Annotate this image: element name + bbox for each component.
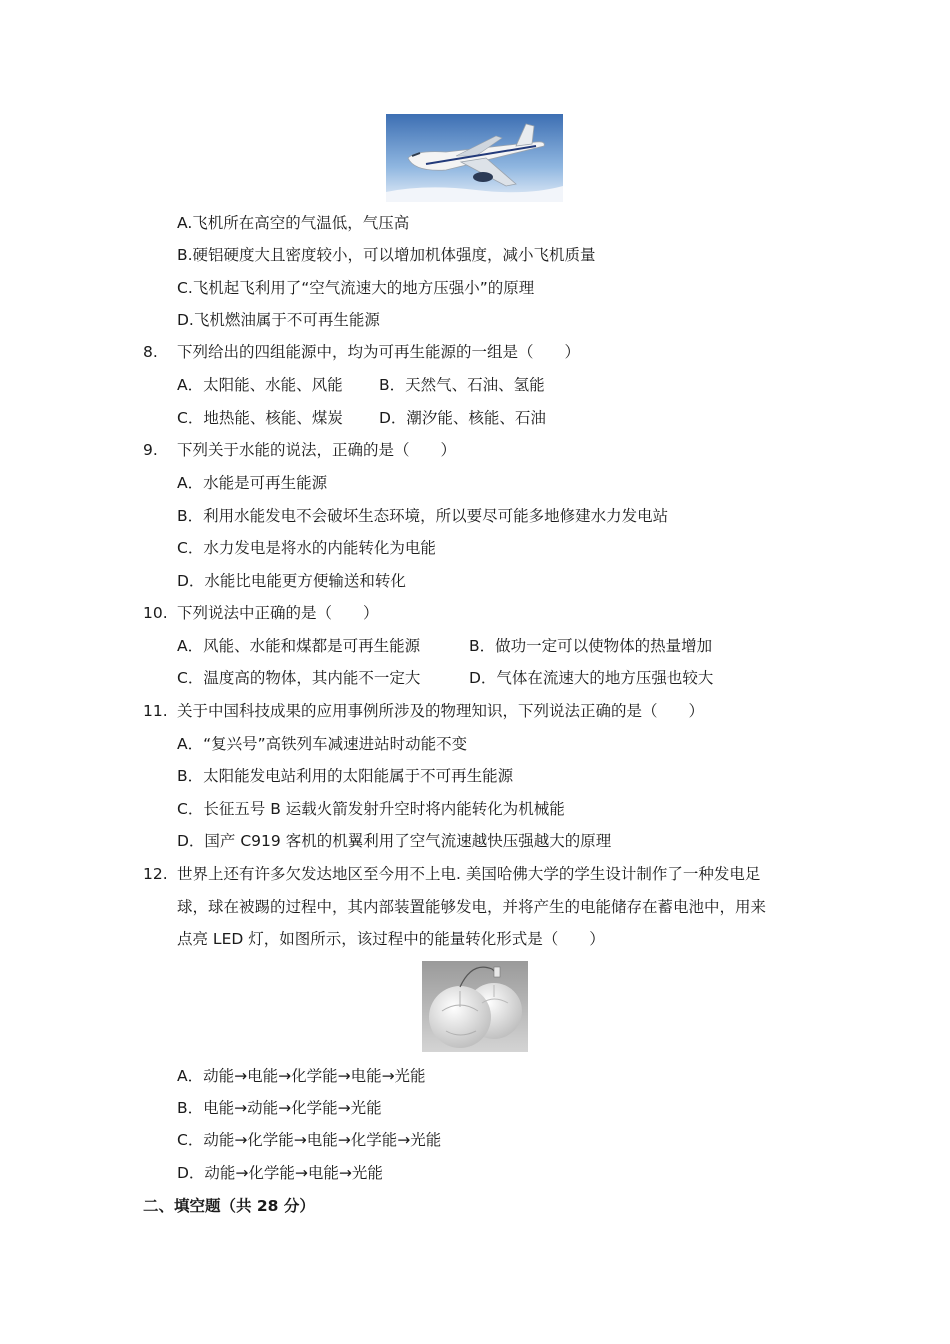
q12-stem-line-2: 球，球在被踢的过程中，其内部装置能够发电，并将产生的电能储存在蓄电池中，用来: [177, 898, 767, 916]
q11-option-d: D．国产 C919 客机的机翼利用了空气流速越快压强越大的原理: [177, 832, 612, 850]
q9-option-a: A．水能是可再生能源: [177, 474, 328, 492]
q12-stem-line-1: 世界上还有许多欠发达地区至今用不上电. 美国哈佛大学的学生设计制作了一种发电足: [177, 865, 761, 883]
airplane-image: [386, 114, 563, 202]
q10-option-b: B．做功一定可以使物体的热量增加: [469, 637, 713, 655]
q7-option-a: A.飞机所在高空的气温低，气压高: [177, 214, 410, 232]
q8-option-a: A．太阳能、水能、风能: [177, 376, 343, 394]
q8-option-b: B．天然气、石油、氢能: [379, 376, 545, 394]
q11-option-b: B．太阳能发电站利用的太阳能属于不可再生能源: [177, 767, 514, 785]
q9-number: 9.: [143, 441, 158, 459]
q8-number: 8.: [143, 343, 158, 361]
q12-option-b: B．电能→动能→化学能→光能: [177, 1099, 382, 1117]
q10-number: 10.: [143, 604, 168, 622]
q11-option-c: C．长征五号 B 运载火箭发射升空时将内能转化为机械能: [177, 800, 565, 818]
q11-stem: 关于中国科技成果的应用事例所涉及的物理知识，下列说法正确的是（ ）: [177, 702, 705, 720]
section-2-title: 二、填空题（共 28 分）: [143, 1197, 315, 1215]
q7-option-b: B.硬铝硬度大且密度较小，可以增加机体强度，减小飞机质量: [177, 246, 596, 264]
q12-option-d: D．动能→化学能→电能→光能: [177, 1164, 383, 1182]
power-football-image: [422, 961, 528, 1052]
q12-stem-line-3: 点亮 LED 灯，如图所示，该过程中的能量转化形式是（ ）: [177, 930, 605, 948]
q10-option-a: A．风能、水能和煤都是可再生能源: [177, 637, 421, 655]
q12-option-a: A．动能→电能→化学能→电能→光能: [177, 1067, 426, 1085]
q9-option-d: D．水能比电能更方便输送和转化: [177, 572, 406, 590]
q11-option-a: A．“复兴号”高铁列车减速进站时动能不变: [177, 735, 468, 753]
q8-stem: 下列给出的四组能源中，均为可再生能源的一组是（ ）: [177, 343, 581, 361]
q9-option-b: B．利用水能发电不会破坏生态环境，所以要尽可能多地修建水力发电站: [177, 507, 669, 525]
q10-stem: 下列说法中正确的是（ ）: [177, 604, 379, 622]
q9-option-c: C．水力发电是将水的内能转化为电能: [177, 539, 436, 557]
q7-option-c: C.飞机起飞利用了“空气流速大的地方压强小”的原理: [177, 279, 535, 297]
q8-option-c: C．地热能、核能、煤炭: [177, 409, 343, 427]
q8-option-d: D．潮汐能、核能、石油: [379, 409, 546, 427]
q10-option-d: D．气体在流速大的地方压强也较大: [469, 669, 714, 687]
q12-number: 12.: [143, 865, 168, 883]
q7-option-d: D.飞机燃油属于不可再生能源: [177, 311, 380, 329]
q12-option-c: C．动能→化学能→电能→化学能→光能: [177, 1131, 442, 1149]
q11-number: 11.: [143, 702, 168, 720]
q9-stem: 下列关于水能的说法，正确的是（ ）: [177, 441, 457, 459]
q10-option-c: C．温度高的物体，其内能不一定大: [177, 669, 421, 687]
